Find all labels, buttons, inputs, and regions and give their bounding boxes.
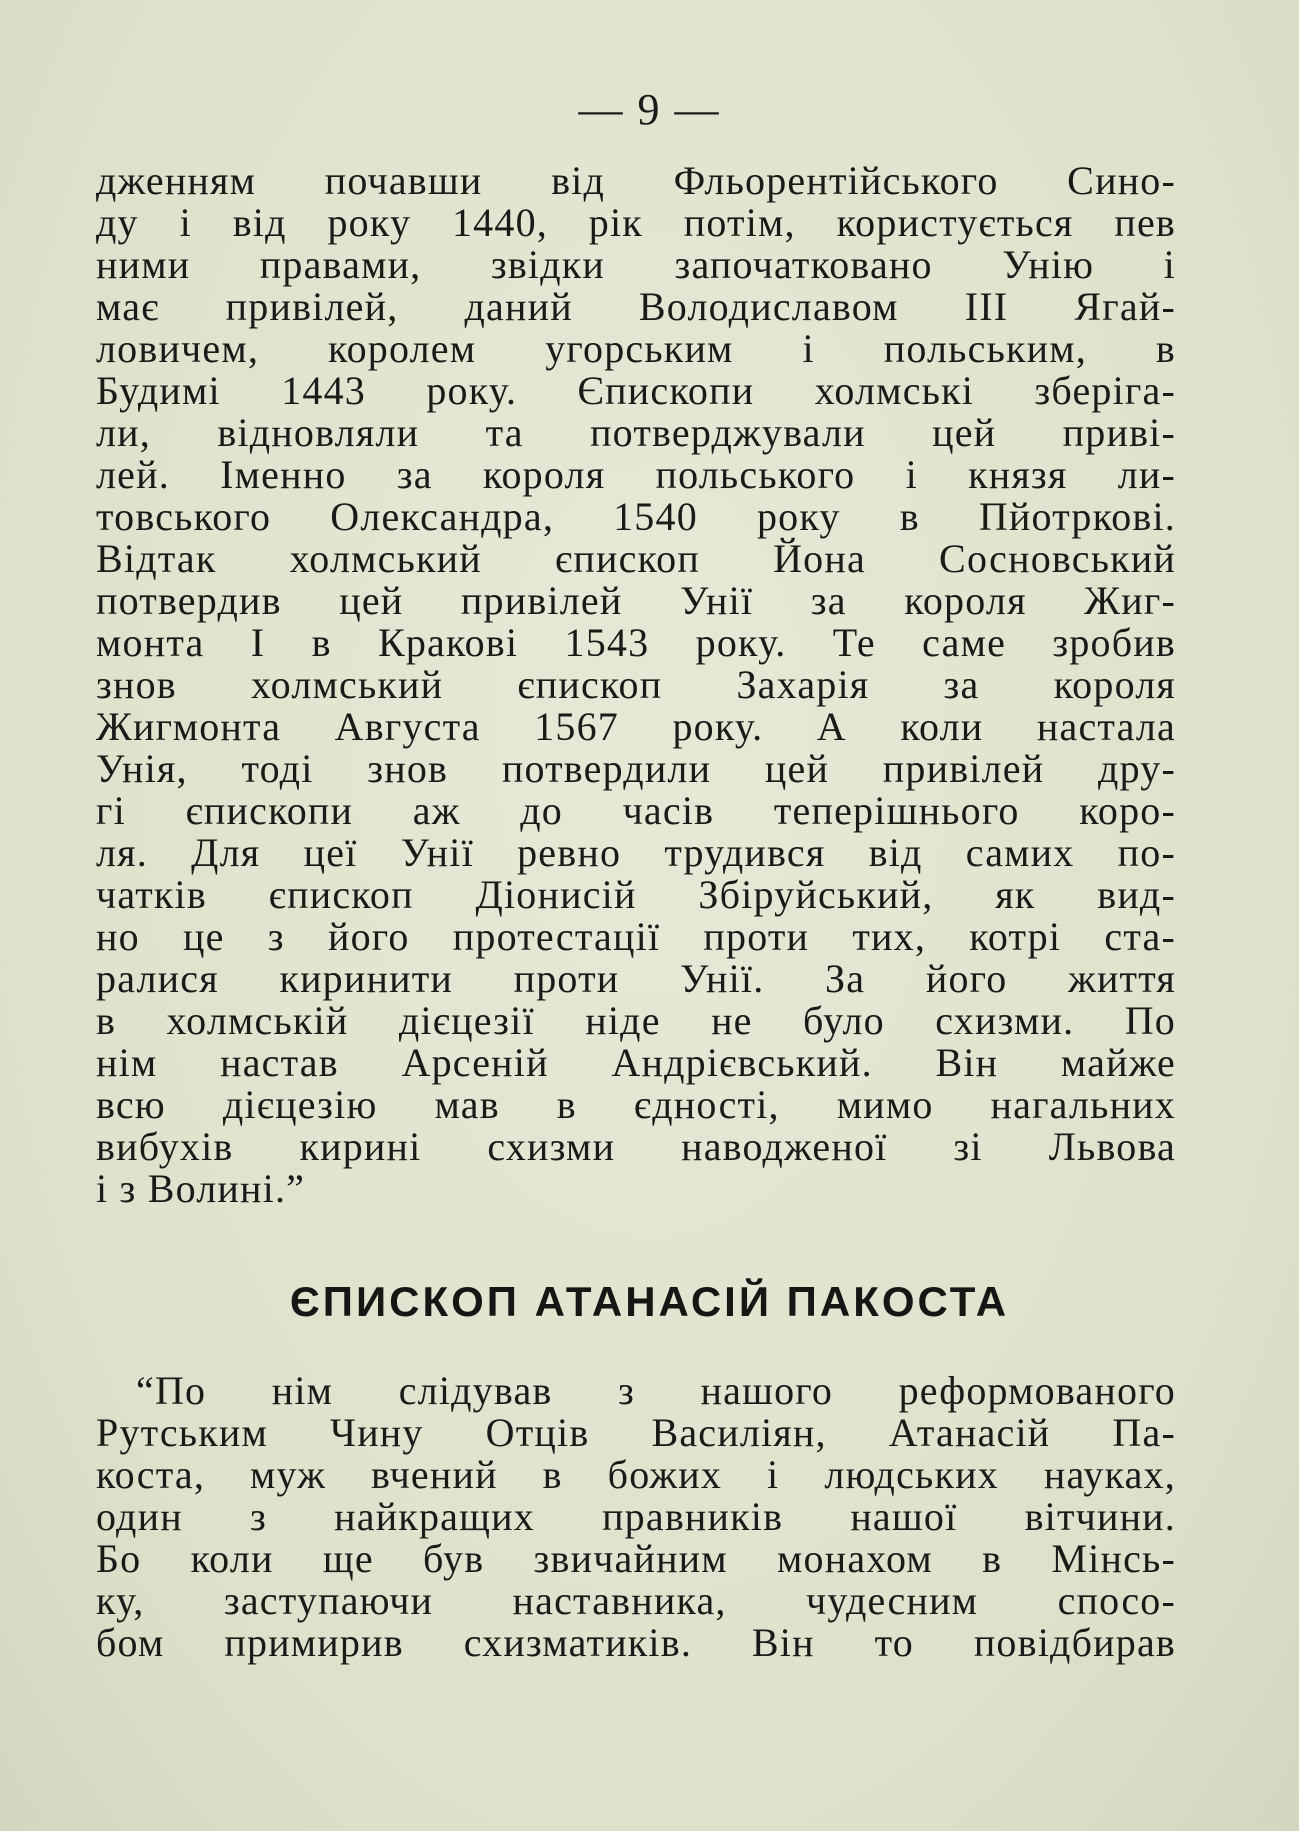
text-line: ловичем, королем угорським і польським, в	[96, 326, 1176, 371]
text-line: Бо коли ще був звичайним монахом в Мінсь-	[96, 1536, 1176, 1581]
text-line: лей. Іменно за короля польського і князя ли-	[96, 452, 1176, 497]
text-line: потвердив цей привілей Унії за короля Жиг-	[96, 578, 1176, 623]
text-line: знов холмський єпископ Захарія за короля	[96, 662, 1176, 707]
paragraph-new-section	[96, 1370, 1176, 1664]
text-line: ля. Для цеї Унії ревно трудився від самих по-	[96, 830, 1176, 875]
text-line: чатків єпископ Діонисій Збіруйський, як вид-	[96, 872, 1176, 917]
text-line: нім настав Арсеній Андрієвський. Він майже	[96, 1040, 1176, 1085]
text-line: має привілей, даний Володиславом III Ягай-	[96, 284, 1176, 329]
text-line: коста, муж вчений в божих і людських науках,	[96, 1452, 1176, 1497]
text-line: “По нім слідував з нашого реформованого	[136, 1368, 1176, 1413]
text-line: Унія, тоді знов потвердили цей привілей дру-	[96, 746, 1176, 791]
text-line: ралися киринити проти Унії. За його життя	[96, 956, 1176, 1001]
text-line: монта І в Кракові 1543 року. Те саме зробив	[96, 620, 1176, 665]
text-line: Будимі 1443 року. Єпископи холмські зберіга-	[96, 368, 1176, 413]
page-number: — 9 —	[578, 85, 721, 134]
text-line: вибухів кирині схизми наводженої зі Львова	[96, 1124, 1176, 1169]
text-line: Рутським Чину Отців Василіян, Атанасій Па-	[96, 1410, 1176, 1455]
text-line: товського Олександра, 1540 року в Пйотркові.	[96, 494, 1176, 539]
text-line: гі єпископи аж до часів теперішнього коро-	[96, 788, 1176, 833]
text-line: бом примирив схизматиків. Він то повідбирав	[96, 1620, 1176, 1665]
text-line: ку, заступаючи наставника, чудесним спосо-	[96, 1578, 1176, 1623]
text-line: ними правами, звідки започатковано Унію і	[96, 242, 1176, 287]
text-line: один з найкращих правників нашої вітчини.	[96, 1494, 1176, 1539]
text-line: ду і від року 1440, рік потім, користується пев	[96, 200, 1176, 245]
text-line: ли, відновляли та потверджували цей приві-	[96, 410, 1176, 455]
section-heading: ЄПИСКОП АТАНАСІЙ ПАКОСТА	[289, 1278, 1010, 1325]
text-line: Жигмонта Августа 1567 року. А коли настала	[96, 704, 1176, 749]
text-line: і з Волині.”	[96, 1166, 306, 1211]
text-line: но це з його протестації проти тих, котрі ста-	[96, 914, 1176, 959]
text-line: Відтак холмський єпископ Йона Сосновський	[96, 536, 1176, 581]
text-line: в холмській дієцезії ніде не було схизми. По	[96, 998, 1176, 1043]
text-line: всю дієцезію мав в єдності, мимо нагальних	[96, 1082, 1176, 1127]
paragraph-continued	[96, 160, 1176, 1210]
text-line: дженням почавши від Фльорентійського Сино-	[96, 158, 1176, 203]
